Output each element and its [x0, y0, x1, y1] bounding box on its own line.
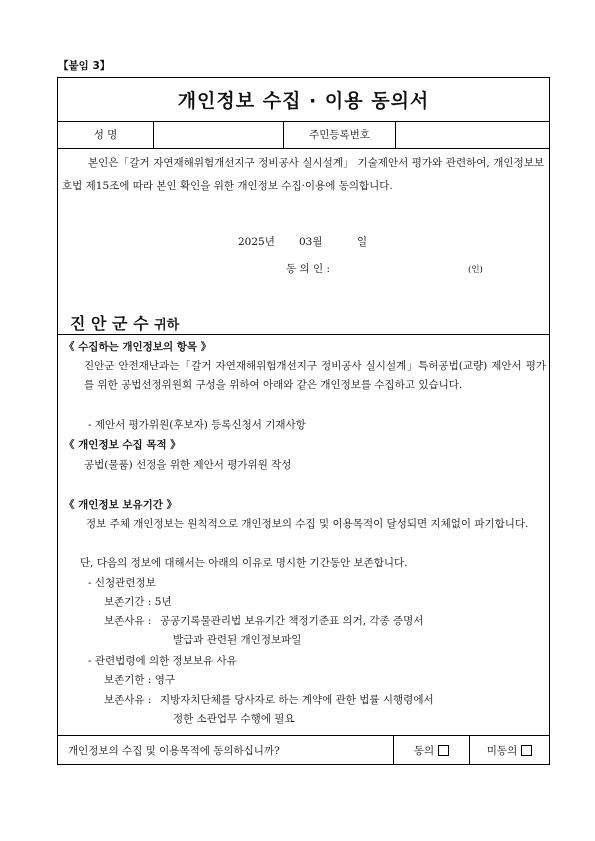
consent-question: 개인정보의 수집 및 이용목적에 동의하십니까? — [58, 736, 394, 765]
item2-reason-line1: 지방자치단체를 당사자로 하는 계약에 관한 법률 시행령에서 — [160, 694, 434, 706]
rrn-label: 주민등록번호 — [284, 121, 396, 148]
form-title: 개인정보 수집 · 이용 동의서 — [58, 78, 549, 122]
section3-heading: 《 개인정보 보유기간 》 — [64, 499, 178, 511]
section1-heading: 《 수집하는 개인정보의 항목 》 — [64, 341, 212, 353]
disagree-option[interactable] — [470, 736, 549, 765]
name-label: 성 명 — [58, 121, 154, 148]
section3-para2: 단, 다음의 정보에 대해서는 아래의 이유로 명시한 기간동안 보존합니다. — [80, 557, 408, 569]
disagree-label: 미동의 — [486, 745, 518, 757]
date-year: 2025년 — [238, 236, 275, 248]
item1-title: - 신청관련정보 — [88, 577, 156, 589]
section1-item: - 제안서 평가위원(후보자) 등록신청서 기재사항 — [88, 419, 306, 431]
date-day: 일 — [357, 236, 368, 248]
attachment-label: 【붙임 3】 — [58, 60, 111, 72]
item1-reason-line1: 공공기록물관리법 보유기간 책정기준표 의거, 각종 증명서 — [160, 615, 424, 627]
id-row — [58, 121, 549, 149]
name-field[interactable] — [154, 121, 284, 148]
consent-question-row — [58, 735, 549, 765]
seal-mark: (인) — [468, 265, 483, 275]
consent-paragraph: 본인은「갈거 자연재해위험개선지구 정비공사 실시설계」 기술제안서 평가와 관련하여, 개인정보보호법 제15조에 따라 본인 확인을 위한 개인정보 수집·이용에 동의합니다. — [62, 157, 544, 192]
item1-reason-line2: 발급과 관련된 개인정보파일 — [173, 634, 302, 646]
agree-checkbox[interactable] — [438, 745, 449, 756]
section3-para1: 정보 주체 개인정보는 원칙적으로 개인정보의 수집 및 이용목적이 달성되면 지체없이 파기합니다. — [86, 518, 529, 530]
section2-paragraph: 공법(물품) 선정을 위한 제안서 평가위원 작성 — [84, 459, 292, 471]
item1-reason-label: 보존사유 : — [104, 615, 152, 627]
item2-reason-label: 보존사유 : — [104, 694, 152, 706]
consenter-label: 동 의 인 : — [286, 263, 330, 275]
section-divider — [58, 334, 549, 335]
agree-label: 동의 — [413, 745, 435, 757]
date-month: 03월 — [299, 236, 323, 248]
recipient-name: 진 안 군 수 — [70, 314, 149, 333]
item2-reason-line2: 정한 소관업무 수행에 필요 — [173, 713, 295, 725]
rrn-field[interactable] — [396, 121, 549, 148]
recipient — [70, 311, 179, 334]
item2-period: 보존기한 : 영구 — [104, 674, 176, 686]
consent-form — [57, 77, 550, 765]
item2-title: - 관련법령에 의한 정보보유 사유 — [88, 655, 237, 667]
section1-paragraph: 진안군 안전재난과는「갈거 자연재해위험개선지구 정비공사 실시설계」특허공법(교량) 제안서 평가를 위한 공법선정위원회 구성을 위하여 아래와 같은 개인정보를 수집하고 있습니다. — [84, 360, 546, 391]
item1-period: 보존기간 : 5년 — [104, 596, 172, 608]
section2-heading: 《 개인정보 수집 목적 》 — [64, 439, 181, 451]
disagree-checkbox[interactable] — [521, 745, 532, 756]
agree-option[interactable] — [394, 736, 470, 765]
recipient-suffix: 귀하 — [154, 318, 180, 333]
